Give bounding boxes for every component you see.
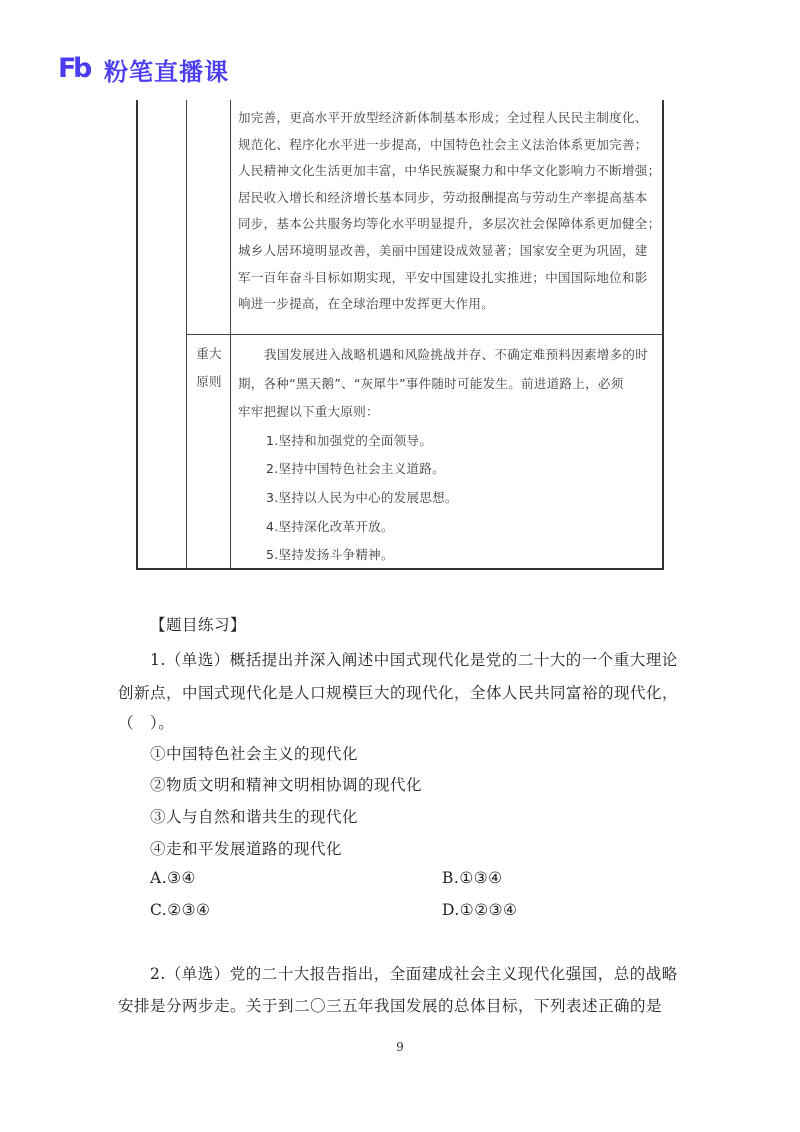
goals-line: 同步，基本公共服务均等化水平明显提升，多层次社会保障体系更加健全；: [238, 216, 661, 232]
question-1-statement: ②物质文明和精神文明相协调的现代化: [150, 776, 423, 794]
goals-line: 居民收入增长和经济增长基本同步，劳动报酬提高与劳动生产率提高基本: [238, 189, 648, 205]
fenbi-logo: [58, 55, 94, 83]
principles-cell: [238, 341, 658, 570]
choice-b: B.①③④: [442, 869, 503, 887]
choice-c: C.②③④: [150, 901, 211, 919]
principle-item: 1.坚持和加强党的全面领导。: [266, 432, 433, 448]
question-1-statement: ④走和平发展道路的现代化: [150, 840, 343, 858]
goals-cell: [238, 105, 661, 318]
header: [58, 52, 229, 86]
principle-item: 3.坚持以人民为中心的发展思想。: [266, 489, 458, 505]
development-goals-table: [136, 100, 664, 570]
question-1-statement: ①中国特色社会主义的现代化: [150, 745, 359, 763]
goals-line: 加完善，更高水平开放型经济新体制基本形成；全过程人民民主制度化、: [238, 110, 648, 125]
principles-label-line: 重大: [196, 346, 222, 361]
principles-label-line: 原则: [196, 374, 222, 389]
goals-line: 军一百年奋斗目标如期实现，平安中国建设扎实推进；中国国际地位和影: [238, 269, 648, 285]
goals-line: 响进一步提高，在全球治理中发挥更大作用。: [238, 296, 495, 312]
page-number: 9: [396, 1040, 404, 1054]
question-1-text: （ ）。: [118, 714, 175, 732]
choice-d: D.①②③④: [442, 901, 518, 919]
principles-intro-line: 牢牢把握以下重大原则：: [238, 404, 379, 420]
question-1-statement: ③人与自然和谐共生的现代化: [150, 808, 359, 826]
principles-intro-line: 期，各种“黑天鹅”、“灰犀牛”事件随时可能发生。前进道路上，必须: [238, 375, 624, 391]
principles-intro-line: 我国发展进入战略机遇和风险挑战并存、不确定难预料因素增多的时: [264, 347, 649, 362]
choice-a: A.③④: [150, 869, 196, 887]
goals-line: 城乡人居环境明显改善，美丽中国建设成效显著；国家安全更为巩固，建: [238, 242, 648, 258]
question-1-text: 创新点，中国式现代化是人口规模巨大的现代化，全体人民共同富裕的现代化，: [118, 684, 679, 702]
question-2-text: 安排是分两步走。关于到二〇三五年我国发展的总体目标，下列表述正确的是: [118, 997, 663, 1015]
question-2-text: 2.（单选）党的二十大报告指出，全面建成社会主义现代化强国，总的战略: [150, 965, 678, 983]
logo-letter-f: F: [58, 53, 75, 84]
section-title: 【题目练习】: [150, 616, 247, 634]
goals-line: 规范化、程序化水平进一步提高，中国特色社会主义法治体系更加完善；: [238, 136, 648, 152]
table-row-divider: [186, 334, 662, 335]
goals-line: 人民精神文化生活更加丰富，中华民族凝聚力和中华文化影响力不断增强；: [238, 163, 661, 179]
principle-item: 5.坚持发扬斗争精神。: [266, 547, 394, 563]
principles-label: [190, 340, 228, 396]
question-1-text: 1.（单选）概括提出并深入阐述中国式现代化是党的二十大的一个重大理论: [150, 651, 678, 669]
principle-item: 4.坚持深化改革开放。: [266, 518, 394, 534]
logo-letter-b: b: [73, 53, 91, 84]
principle-item: 2.坚持中国特色社会主义道路。: [266, 461, 445, 477]
brand-name: 粉笔直播课: [104, 57, 229, 86]
